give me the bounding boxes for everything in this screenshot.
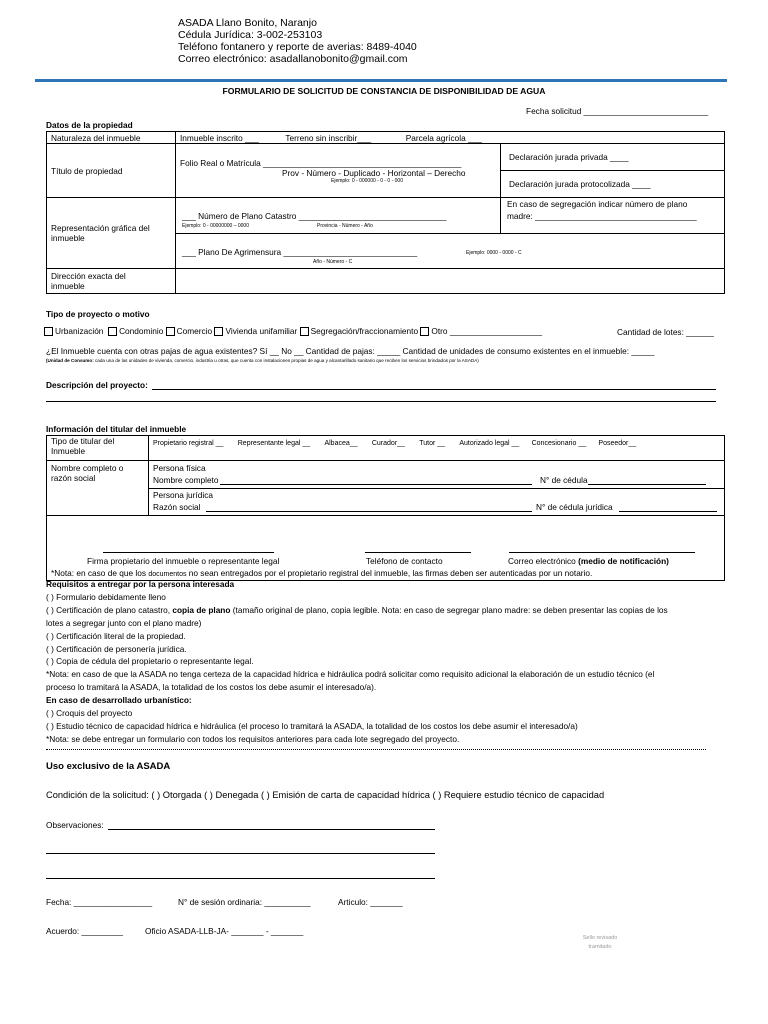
- asada-name: ASADA Llano Bonito, Naranjo: [178, 17, 317, 29]
- owner-table: [46, 435, 725, 581]
- nota-a: *Nota: en caso de que los: [51, 568, 149, 578]
- checkbox-vivienda[interactable]: [214, 326, 297, 336]
- direccion-label-2: inmueble: [51, 281, 85, 291]
- cedula-label: N° de cédula: [540, 475, 588, 485]
- agrimensura-example: Ejemplo: 0000 - 0000 - C: [466, 250, 522, 256]
- observaciones-line-3[interactable]: [46, 878, 435, 879]
- checkbox-icon: [108, 327, 117, 336]
- observaciones-line-2[interactable]: [46, 853, 435, 854]
- acuerdo-field[interactable]: Acuerdo: _________: [46, 926, 124, 936]
- project-options: [44, 326, 542, 336]
- correo-label-bold: (medio de notificación): [578, 556, 669, 566]
- form-title: FORMULARIO DE SOLICITUD DE CONSTANCIA DE DISPONIBILIDAD DE AGUA: [222, 86, 546, 96]
- sello-text-2: tramitado: [588, 944, 612, 950]
- label-urbanizacion: Urbanización: [55, 326, 104, 336]
- representacion-label: [47, 198, 176, 269]
- direccion-field[interactable]: [176, 269, 725, 294]
- descripcion-line-1[interactable]: [152, 389, 716, 390]
- checkbox-icon: [44, 327, 53, 336]
- requirements-title: Requisitos a entregar por la persona interesada: [46, 579, 235, 589]
- cedula-juridica-label: N° de cédula jurídica: [536, 502, 613, 512]
- tipo-titular-options: [149, 436, 725, 461]
- opt-concesionario[interactable]: Concesionario __: [531, 440, 587, 447]
- opt-tutor[interactable]: Tutor __: [419, 440, 446, 447]
- razon-social-field[interactable]: [206, 511, 532, 512]
- naturaleza-options: [176, 132, 725, 144]
- opt-poseedor[interactable]: Poseedor__: [598, 440, 637, 447]
- declaraciones-cell: [501, 144, 725, 198]
- nota-b: no sean entregados por el propietario registral del inmueble, las firmas deben ser autenticadas por un notario.: [186, 568, 593, 578]
- checkbox-segregacion[interactable]: [300, 326, 418, 336]
- razon-social-label: Razón social: [153, 502, 201, 512]
- req-certificacion-literal[interactable]: ( ) Certificación literal de la propiedad.: [46, 630, 186, 641]
- req-plano-b: copia de plano: [172, 604, 231, 615]
- agrimensura-format: Año - Número - C: [313, 259, 353, 265]
- tipo-titular-label-2: Inmueble: [51, 446, 86, 456]
- cedula-field[interactable]: [588, 484, 706, 485]
- req-urbanistico-title: En caso de desarrollado urbanístico:: [46, 695, 192, 706]
- nota-small: documentos: [148, 571, 187, 578]
- req-plano-d: lotes a segregar junto con el plano madre): [46, 617, 202, 628]
- req-nota-1a: *Nota: en caso de que la ASADA no tenga certeza de la capacidad hídrica e hidráulica podrá solicitar como requisito adicional la elaboración de un estudio técnico (el: [46, 669, 655, 680]
- label-condominio: Condominio: [119, 326, 164, 336]
- pajas-question[interactable]: ¿El Inmueble cuenta con otras pajas de agua existentes? Sí __ No __ Cantidad de pajas: _____ Cantidad de unidades de consumo existentes en el inmueble: _____: [46, 346, 655, 356]
- opt-inmueble-inscrito[interactable]: Inmueble inscrito ___: [180, 132, 259, 143]
- checkbox-icon: [420, 327, 429, 336]
- decl-protocolizada-field[interactable]: Declaración jurada protocolizada ____: [509, 179, 651, 189]
- direccion-label: [47, 269, 176, 294]
- persona-juridica-label: Persona jurídica: [153, 490, 213, 500]
- label-vivienda: Vivienda unifamiliar: [225, 326, 298, 336]
- correo-label-text: Correo electrónico: [508, 556, 576, 566]
- persona-fisica-label: Persona física: [153, 463, 206, 473]
- checkbox-icon: [214, 327, 223, 336]
- opt-parcela-agricola[interactable]: Parcela agrícola ___: [405, 132, 482, 143]
- req-plano-c: (tamaño original de plano, copia legible. Nota: en caso de segregar plano madre: se deben presentar las copias de los: [230, 604, 668, 615]
- section-owner-title: Información del titular del inmueble: [46, 424, 187, 434]
- direccion-label-1: Dirección exacta del: [51, 271, 126, 281]
- representacion-cell: [176, 198, 725, 269]
- representacion-label-2: inmueble: [51, 233, 85, 243]
- plano-agrimensura-field[interactable]: ___ Plano De Agrimensura _____________________________: [182, 247, 418, 257]
- req-croquis[interactable]: ( ) Croquis del proyecto: [46, 708, 133, 719]
- checkbox-comercio[interactable]: [166, 326, 213, 336]
- plano-catastro-field[interactable]: ___ Número de Plano Catastro ________________________________: [182, 211, 447, 221]
- req-plano-a: ( ) Certificación de plano catastro,: [46, 604, 173, 615]
- decl-privada-field[interactable]: Declaración jurada privada ____: [501, 144, 724, 171]
- section-project-title: Tipo de proyecto o motivo: [46, 309, 150, 319]
- checkbox-icon: [300, 327, 309, 336]
- firma-cell: [47, 516, 725, 581]
- cedula-juridica-field[interactable]: [619, 511, 717, 512]
- opt-propietario-registral[interactable]: Propietario registral __: [153, 440, 224, 447]
- observaciones-label: Observaciones:: [46, 820, 104, 830]
- unidad-note-text: cada una de las unidades de vivienda, comercio, industria u otras, que cuenta con instalaciones propias de agua y alcantarillado sanitario que reciben los servicios brindados por la ASADA): [93, 358, 479, 363]
- req-personeria[interactable]: ( ) Certificación de personería jurídica.: [46, 643, 187, 654]
- req-plano-catastro[interactable]: [46, 604, 668, 617]
- requirements-list: [46, 578, 668, 746]
- req-formulario[interactable]: ( ) Formulario debidamente lleno: [46, 591, 166, 602]
- req-nota-2: *Nota: se debe entregar un formulario con todos los requisitos anteriores para cada lote segregado del proyecto.: [46, 733, 460, 744]
- nombre-cell: [149, 461, 725, 516]
- oficio-field[interactable]: Oficio ASADA-LLB-JA- _______ - _______: [145, 926, 304, 936]
- plano-madre-field[interactable]: madre: ___________________________________: [507, 211, 697, 221]
- sello-area: [572, 934, 628, 952]
- prov-example: Ejemplo: 0 - 000000 - 0 - 0 - 000: [331, 178, 403, 184]
- correo-asada: Correo electrónico: asadallanobonito@gmail.com: [178, 53, 408, 65]
- checkbox-urbanizacion[interactable]: [44, 326, 103, 336]
- nombre-label: [47, 461, 149, 516]
- section-property-title: Datos de la propiedad: [46, 120, 133, 130]
- tipo-titular-label-1: Tipo de titular del: [51, 436, 115, 446]
- nombre-label-1: Nombre completo o: [51, 463, 124, 473]
- sesion-field[interactable]: N° de sesión ordinaria: __________: [178, 897, 311, 907]
- checkbox-icon: [166, 327, 175, 336]
- correo-label: [508, 556, 669, 566]
- nombre-completo-field[interactable]: [220, 484, 532, 485]
- opt-autorizado-legal[interactable]: Autorizado legal __: [459, 440, 520, 447]
- cedula-juridica: Cédula Jurídica: 3-002-253103: [178, 29, 323, 41]
- firma-line[interactable]: [103, 552, 274, 553]
- label-comercio: Comercio: [176, 326, 213, 336]
- segregacion-label: En caso de segregación indicar número de plano: [507, 199, 688, 209]
- folio-cell: [176, 144, 501, 198]
- titulo-label: Título de propiedad: [47, 144, 176, 198]
- representacion-label-1: Representación gráfica del: [51, 223, 150, 233]
- firma-label: Firma propietario del inmueble o representante legal: [87, 556, 280, 566]
- condicion-solicitud[interactable]: Condición de la solicitud: ( ) Otorgada ( ) Denegada ( ) Emisión de carta de capacidad hídrica ( ) Requiere estudio técnico de capacidad: [46, 790, 605, 800]
- header-rule: [35, 79, 727, 82]
- nombre-completo-label: Nombre completo: [153, 475, 219, 485]
- tipo-titular-label: [47, 436, 149, 461]
- opt-curador[interactable]: Curador__: [371, 440, 405, 447]
- req-nota-1b: proceso lo tramitará la ASADA, la totalidad de los costos los debe asumir el interesado/a).: [46, 682, 377, 693]
- correo-line[interactable]: [509, 552, 695, 553]
- checkbox-otro[interactable]: [420, 326, 542, 336]
- plano-catastro-format: Provincia - Número - Año: [317, 223, 373, 229]
- req-estudio-tecnico[interactable]: ( ) Estudio técnico de capacidad hídrica e hidráulica (el proceso lo tramitará la ASADA, la totalidad de los costos los debe asumir el interesado/a): [46, 720, 578, 731]
- prov-format: Prov - Número - Duplicado - Horizontal – Derecho: [282, 168, 466, 178]
- dotted-separator: [46, 749, 706, 750]
- telefono-label: Teléfono de contacto: [366, 556, 443, 566]
- property-table: [46, 131, 725, 294]
- observaciones-line-1[interactable]: [108, 829, 435, 830]
- naturaleza-label: Naturaleza del inmueble: [47, 132, 176, 144]
- checkbox-condominio[interactable]: [108, 326, 163, 336]
- label-segregacion: Segregación/fraccionamiento: [310, 326, 419, 336]
- cantidad-lotes-field[interactable]: Cantidad de lotes: ______: [617, 327, 714, 337]
- sello-text-1: Sello revisado: [582, 935, 618, 941]
- folio-field[interactable]: Folio Real o Matrícula ___________________________________________: [180, 158, 462, 168]
- fecha-solicitud-field[interactable]: Fecha solicitud ___________________________: [526, 106, 709, 116]
- opt-representante-legal[interactable]: Representante legal __: [237, 440, 311, 447]
- req-copia-cedula[interactable]: ( ) Copia de cédula del propietario o representante legal.: [46, 656, 254, 667]
- telefono-fontanero: Teléfono fontanero y reporte de averias: 8489-4040: [178, 41, 417, 53]
- unidad-consumo-note: [46, 358, 479, 364]
- fecha-field[interactable]: Fecha: _________________: [46, 897, 153, 907]
- unidad-note-bold: (Unidad de Consumo:: [46, 358, 94, 363]
- asada-section-title: Uso exclusivo de la ASADA: [46, 761, 171, 772]
- descripcion-label: Descripción del proyecto:: [46, 380, 148, 390]
- opt-terreno-sin-inscribir[interactable]: Terreno sin inscribir___: [285, 132, 372, 143]
- descripcion-line-2[interactable]: [46, 401, 716, 402]
- telefono-line[interactable]: [365, 552, 471, 553]
- label-otro: Otro ____________________: [431, 326, 543, 336]
- nombre-label-2: razón social: [51, 473, 96, 483]
- plano-catastro-example: Ejemplo: 0 - 00000000 – 0000: [182, 223, 249, 229]
- opt-albacea[interactable]: Albacea__: [324, 440, 358, 447]
- articulo-field[interactable]: Articulo: _______: [338, 897, 403, 907]
